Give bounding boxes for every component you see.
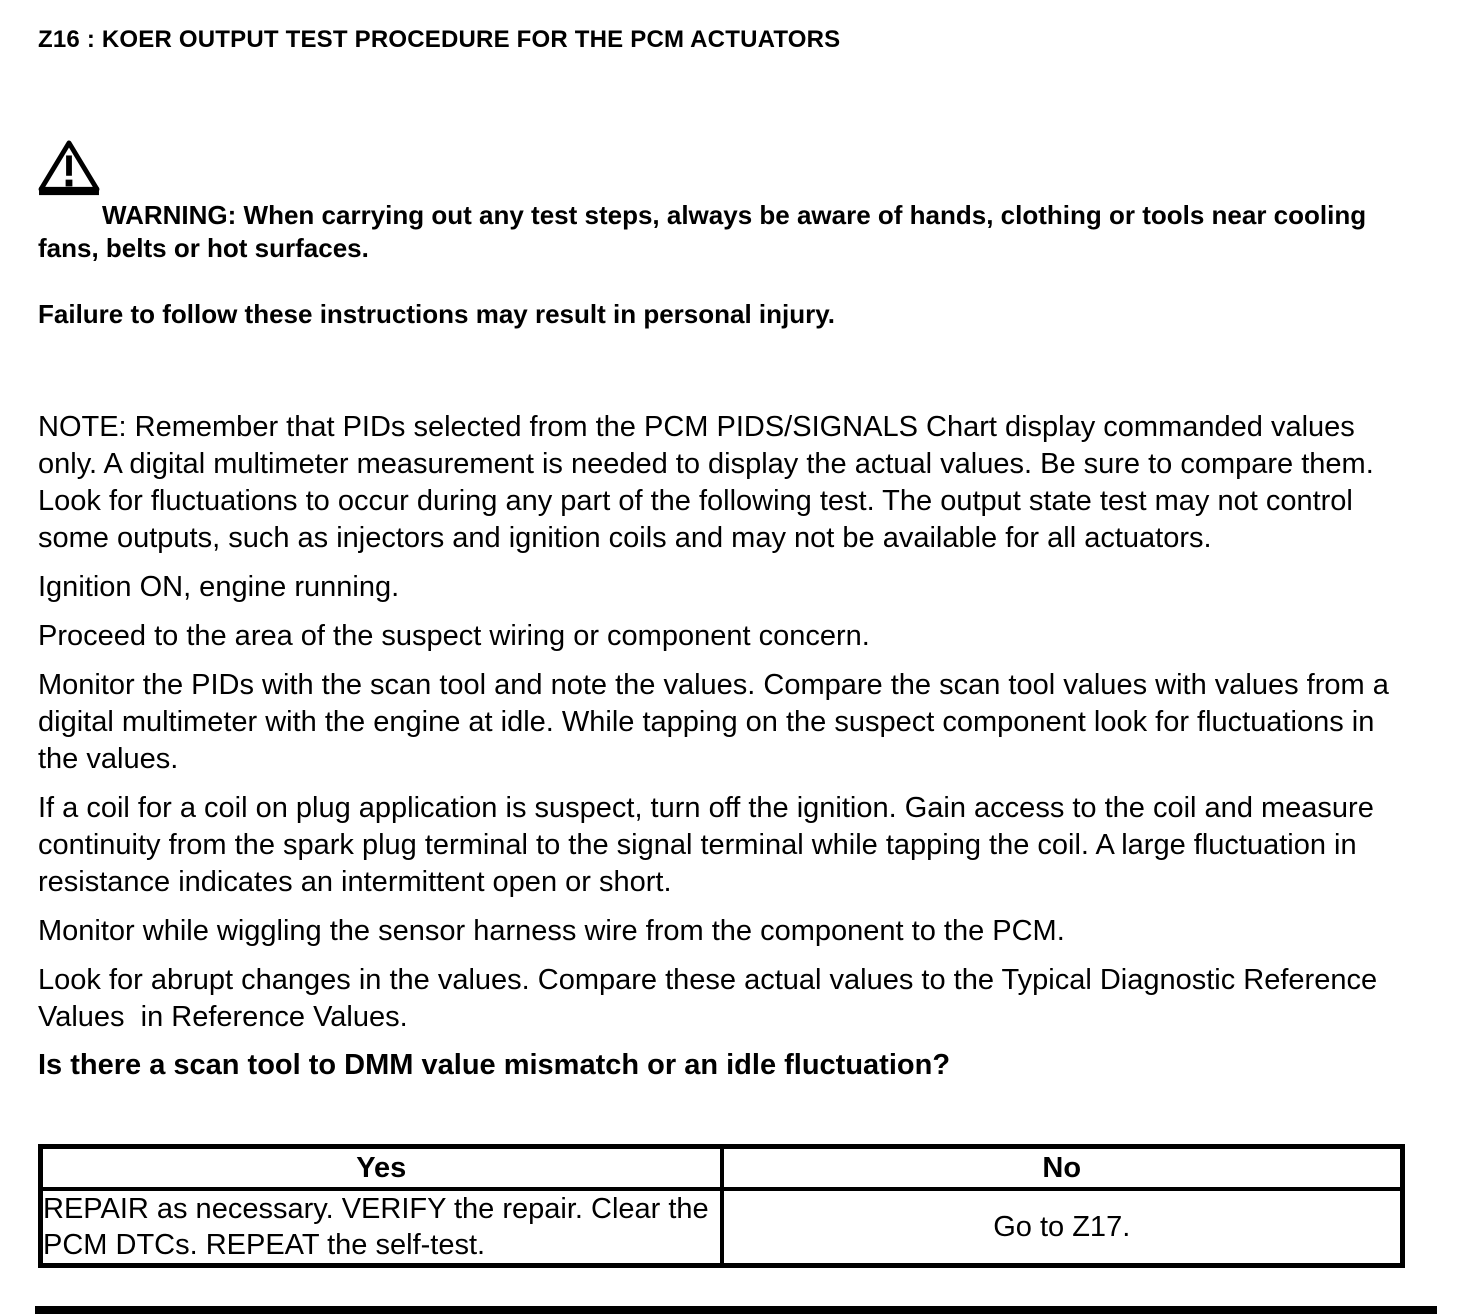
decision-table-row bbox=[41, 1189, 1403, 1266]
decision-question: Is there a scan tool to DMM value mismatch or an idle fluctuation? bbox=[38, 1049, 951, 1081]
step-proceed-area: Proceed to the area of the suspect wiring or component concern. bbox=[38, 620, 870, 652]
warning-text: : When carrying out any test steps, always be aware of hands, clothing or tools near cooling fans, belts or hot surfaces. bbox=[38, 200, 1374, 263]
cell-yes-action: REPAIR as necessary. VERIFY the repair. Clear the PCM DTCs. REPEAT the self-test. bbox=[41, 1189, 722, 1266]
step-reference-values: Look for abrupt changes in the values. Compare these actual values to the Typical Diagnostic Reference Values in Reference Values. bbox=[38, 964, 1386, 1033]
step-ignition-on: Ignition ON, engine running. bbox=[38, 571, 400, 603]
warning-label: WARNING bbox=[102, 200, 228, 230]
step-wiggle-harness: Monitor while wiggling the sensor harness wire from the component to the PCM. bbox=[38, 915, 1065, 947]
header-cell-yes: Yes bbox=[41, 1147, 722, 1190]
warning-note bbox=[38, 74, 1412, 397]
decision-table bbox=[38, 1144, 1405, 1268]
header-cell-no: No bbox=[722, 1147, 1403, 1190]
step-monitor-pids: Monitor the PIDs with the scan tool and note the values. Compare the scan tool values with values from a digital multimeter with the engine at idle. While tapping on the suspect component look for fluctuations in the values. bbox=[38, 669, 1397, 775]
step-coil-check: If a coil for a coil on plug application is suspect, turn off the ignition. Gain access to the coil and measure continuity from the spark plug terminal to the signal terminal while tapping the coil. A large fluctuation in resistance indicates an intermittent open or short. bbox=[38, 792, 1382, 898]
warning-footer: Failure to follow these instructions may result in personal injury. bbox=[38, 299, 835, 329]
warning-icon bbox=[38, 74, 100, 132]
note-paragraph: NOTE: Remember that PIDs selected from the PCM PIDS/SIGNALS Chart display commanded values only. A digital multimeter measurement is needed to display the actual values. Be sure to compare them. Look for fluctuations to occur during any part of the following test. The output state test may not control some outputs, such as injectors and ignition coils and may not be available for all actuators. bbox=[38, 411, 1382, 554]
decision-table-header-row bbox=[41, 1147, 1403, 1190]
page-title: Z16 : KOER OUTPUT TEST PROCEDURE FOR THE PCM ACTUATORS bbox=[38, 26, 841, 53]
page-divider-rule bbox=[35, 1306, 1437, 1314]
cell-no-action: Go to Z17. bbox=[722, 1189, 1403, 1266]
procedure-page bbox=[38, 0, 1412, 1314]
